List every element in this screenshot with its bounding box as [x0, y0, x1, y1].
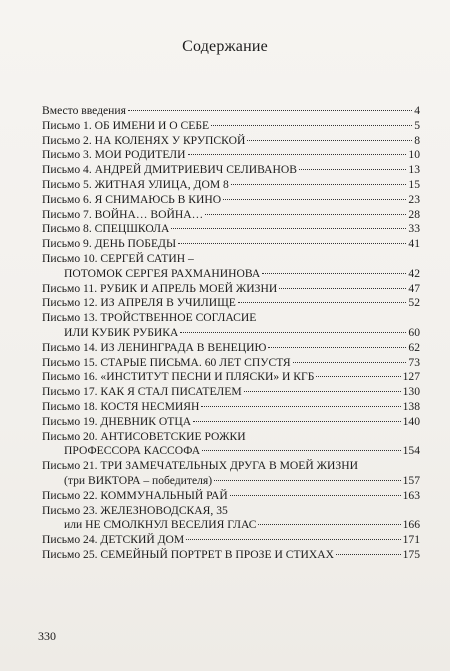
toc-entry-title: Вместо введения	[42, 104, 126, 117]
toc-entry-title: ПОТОМОК СЕРГЕЯ РАХМАНИНОВА	[64, 266, 261, 280]
toc-entry-title: Письмо 10. СЕРГЕЙ САТИН –	[42, 251, 194, 265]
dot-leader	[293, 362, 407, 363]
toc-entry	[42, 415, 420, 430]
toc-entry-title: ПРОФЕССОРА КАССОФА	[64, 444, 201, 458]
dot-leader	[231, 184, 407, 185]
toc-entry-page: 171	[402, 533, 420, 547]
dot-leader	[258, 524, 400, 525]
toc-entry	[42, 504, 420, 519]
toc-entry	[42, 489, 420, 504]
dot-leader	[186, 539, 400, 540]
toc-entry	[42, 178, 420, 193]
toc-entry	[42, 222, 420, 237]
toc-entry	[42, 104, 420, 119]
dot-leader	[201, 406, 400, 407]
dot-leader	[193, 421, 401, 422]
dot-leader	[244, 391, 401, 392]
toc-entry-title: Письмо 16. «ИНСТИТУТ ПЕСНИ И ПЛЯСКИ» И КГБ	[42, 370, 315, 384]
toc-entry	[42, 459, 420, 474]
dot-leader	[299, 169, 406, 170]
toc-entry-page: 130	[402, 385, 420, 399]
toc-entry-title: Письмо 6. Я СНИМАЮСЬ В КИНО	[42, 192, 222, 206]
toc-entry-title: ИЛИ КУБИК РУБИКА	[64, 325, 179, 339]
toc-entry-title: (три ВИКТОРА – победителя)	[64, 473, 213, 487]
toc-entry-page: 23	[408, 192, 420, 206]
dot-leader	[262, 273, 406, 274]
dot-leader	[211, 125, 412, 126]
toc-entry-title: Письмо 21. ТРИ ЗАМЕЧАТЕЛЬНЫХ ДРУГА В МОЕЙ ЖИЗНИ	[42, 459, 358, 473]
page-number: 330	[38, 629, 56, 643]
dot-leader	[247, 140, 412, 141]
page-title: Содержание	[182, 38, 268, 55]
dot-leader	[180, 332, 406, 333]
toc-entry-title: Письмо 7. ВОЙНА… ВОЙНА…	[42, 207, 204, 221]
dot-leader	[178, 243, 406, 244]
toc-entry-page: 163	[402, 488, 420, 502]
toc-entry	[42, 341, 420, 356]
toc-entry-page: 28	[408, 207, 420, 221]
toc-entry-title: Письмо 3. МОИ РОДИТЕЛИ	[42, 148, 186, 162]
toc-entry-title: Письмо 12. ИЗ АПРЕЛЯ В УЧИЛИЩЕ	[42, 296, 236, 310]
toc-entry-page: 42	[408, 266, 420, 280]
toc-entry-page: 175	[402, 547, 420, 561]
toc-entry-continuation	[42, 326, 420, 341]
toc-entry-page: 127	[402, 370, 420, 384]
toc-entry-title: Письмо 14. ИЗ ЛЕНИНГРАДА В ВЕНЕЦИЮ	[42, 340, 267, 354]
toc-entry-page: 10	[408, 148, 420, 162]
toc-entry-page: 166	[402, 518, 420, 532]
toc-entry	[42, 296, 420, 311]
toc-entry-title: Письмо 19. ДНЕВНИК ОТЦА	[42, 414, 192, 428]
dot-leader	[316, 376, 400, 377]
toc-entry	[42, 148, 420, 163]
toc-entry	[42, 193, 420, 208]
toc-entry-title: Письмо 23. ЖЕЛЕЗНОВОДСКАЯ, 35	[42, 503, 228, 517]
toc-entry-continuation	[42, 444, 420, 459]
toc-entry-page: 52	[408, 296, 420, 310]
toc-entry	[42, 163, 420, 178]
toc-entry-page: 41	[408, 237, 420, 251]
toc-entry-page: 138	[402, 399, 420, 413]
dot-leader	[128, 110, 412, 111]
toc-entry-title: Письмо 2. НА КОЛЕНЯХ У КРУПСКОЙ	[42, 133, 246, 147]
toc-entry	[42, 134, 420, 149]
toc-entry-page: 154	[402, 444, 420, 458]
toc-entry-page: 15	[408, 177, 420, 191]
toc-entry-title: Письмо 11. РУБИК И АПРЕЛЬ МОЕЙ ЖИЗНИ	[42, 281, 278, 295]
toc-entry-title: Письмо 22. КОММУНАЛЬНЫЙ РАЙ	[42, 488, 228, 502]
toc-entry-page: 33	[408, 222, 420, 236]
toc-entry-page: 8	[414, 133, 420, 147]
toc-entry-title: Письмо 20. АНТИСОВЕТСКИЕ РОЖКИ	[42, 429, 246, 443]
toc-entry-title: Письмо 8. СПЕЦШКОЛА	[42, 222, 170, 236]
toc-entry	[42, 430, 420, 445]
toc-entry-title: Письмо 15. СТАРЫЕ ПИСЬМА. 60 ЛЕТ СПУСТЯ	[42, 355, 291, 369]
toc-entry	[42, 282, 420, 297]
dot-leader	[188, 154, 407, 155]
toc-entry-title: Письмо 4. АНДРЕЙ ДМИТРИЕВИЧ СЕЛИВАНОВ	[42, 163, 297, 177]
toc-entry-title: Письмо 25. СЕМЕЙНЫЙ ПОРТРЕТ В ПРОЗЕ И СТИХАХ	[42, 547, 335, 561]
dot-leader	[171, 228, 406, 229]
toc-entry-title: Письмо 5. ЖИТНАЯ УЛИЦА, ДОМ 8	[42, 177, 229, 191]
toc-entry-title: Письмо 18. КОСТЯ НЕСМИЯН	[42, 399, 200, 413]
toc-entry-continuation	[42, 474, 420, 489]
toc-entry	[42, 370, 420, 385]
toc-entry-page: 73	[408, 355, 420, 369]
toc-entry-page: 4	[414, 104, 420, 117]
toc-entry-page: 60	[408, 325, 420, 339]
toc-entry-page: 140	[402, 414, 420, 428]
toc-entry	[42, 356, 420, 371]
toc-entry	[42, 548, 420, 563]
dot-leader	[279, 288, 406, 289]
toc-entry	[42, 385, 420, 400]
toc-entry	[42, 119, 420, 134]
toc-entry	[42, 237, 420, 252]
dot-leader	[214, 480, 401, 481]
toc-entry-continuation	[42, 267, 420, 282]
toc-entry	[42, 311, 420, 326]
toc-entry-title: Письмо 17. КАК Я СТАЛ ПИСАТЕЛЕМ	[42, 385, 242, 399]
toc-entry	[42, 533, 420, 548]
toc-entry-title: Письмо 1. ОБ ИМЕНИ И О СЕБЕ	[42, 118, 210, 132]
table-of-contents	[42, 104, 420, 563]
toc-entry-continuation	[42, 518, 420, 533]
toc-entry	[42, 208, 420, 223]
toc-entry-page: 47	[408, 281, 420, 295]
toc-entry-page: 13	[408, 163, 420, 177]
dot-leader	[238, 302, 407, 303]
dot-leader	[336, 554, 401, 555]
dot-leader	[223, 199, 406, 200]
dot-leader	[230, 495, 401, 496]
toc-entry-title: Письмо 9. ДЕНЬ ПОБЕДЫ	[42, 237, 177, 251]
toc-entry	[42, 252, 420, 267]
dot-leader	[205, 214, 406, 215]
dot-leader	[202, 450, 401, 451]
toc-entry-title: Письмо 24. ДЕТСКИЙ ДОМ	[42, 533, 185, 547]
toc-entry	[42, 400, 420, 415]
toc-entry-title: или НЕ СМОЛКНУЛ ВЕСЕЛИЯ ГЛАС	[64, 518, 257, 532]
toc-entry-page: 157	[402, 473, 420, 487]
dot-leader	[268, 347, 406, 348]
toc-entry-page: 62	[408, 340, 420, 354]
toc-entry-page: 5	[414, 118, 420, 132]
toc-entry-title: Письмо 13. ТРОЙСТВЕННОЕ СОГЛАСИЕ	[42, 311, 257, 325]
